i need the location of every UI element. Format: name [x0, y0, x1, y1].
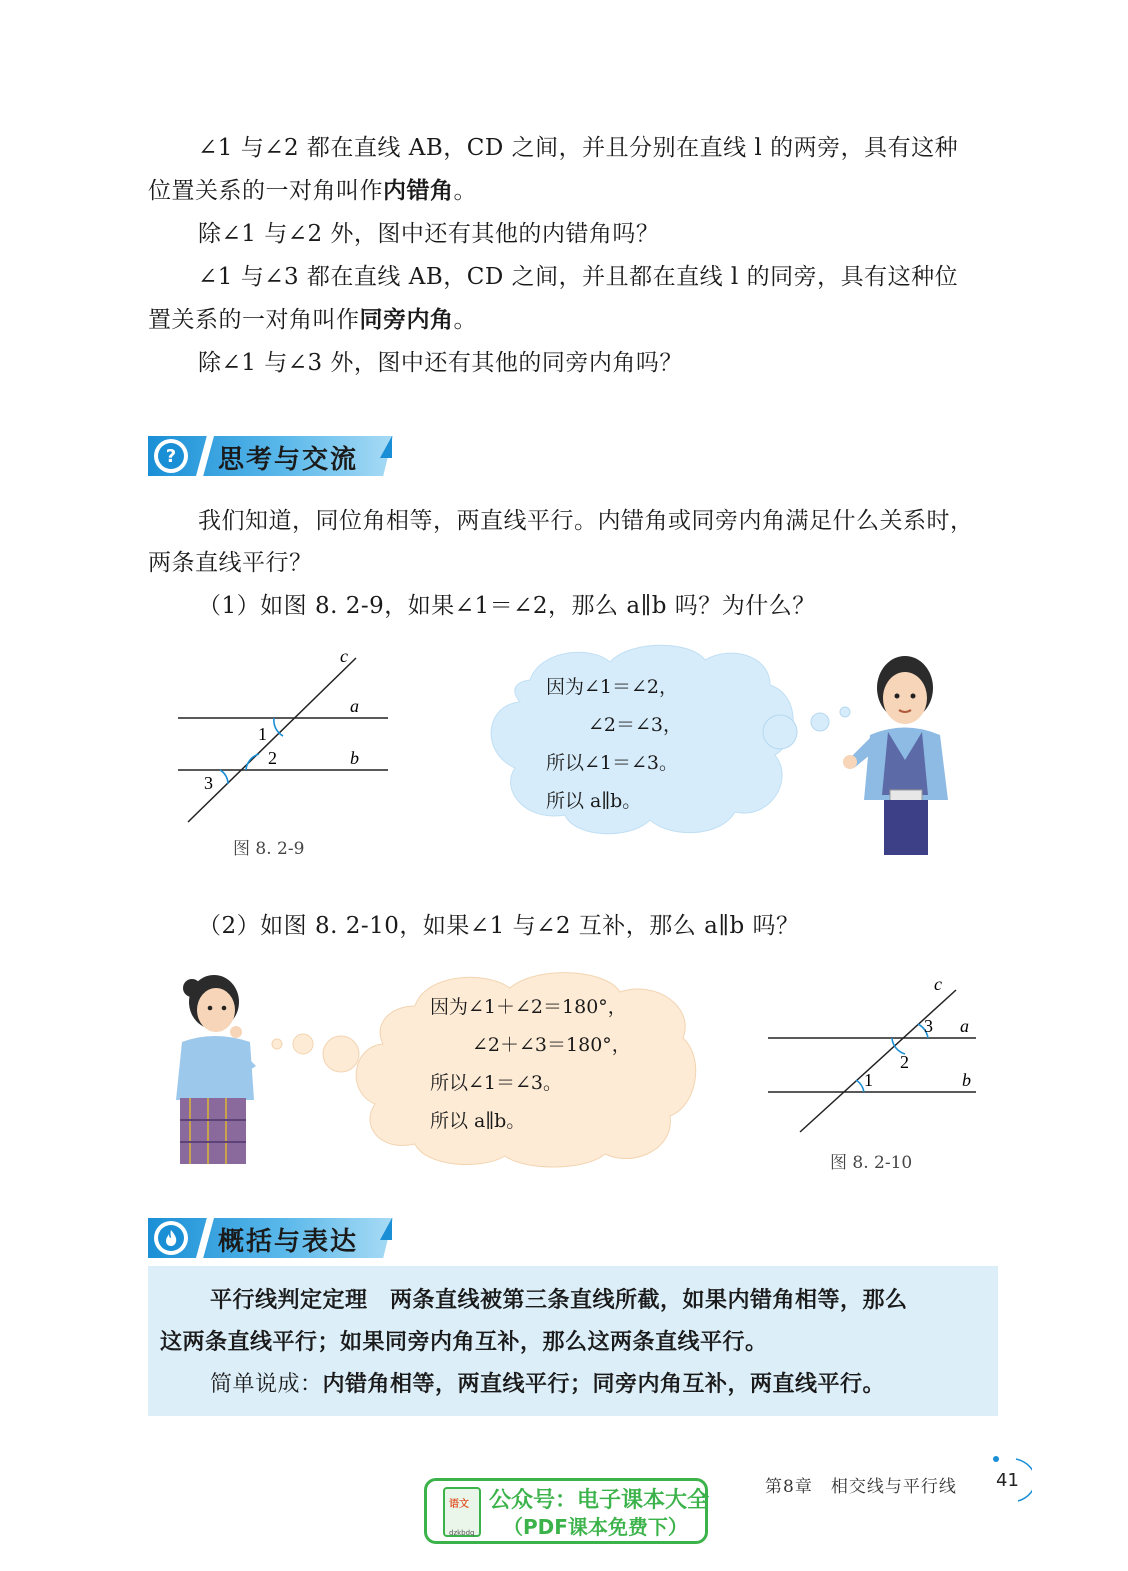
- term-alternate-interior: 内错角: [383, 178, 454, 204]
- label-3: 3: [924, 1016, 933, 1036]
- chapter-label: 第8章 相交线与平行线: [765, 1477, 957, 1497]
- book-icon: 语文: [443, 1487, 481, 1537]
- angle-1-arc: [274, 718, 283, 736]
- question-1: （1）如图 8. 2-9，如果∠1＝∠2，那么 a∥b 吗？为什么？: [198, 593, 816, 619]
- header-corner: [380, 1218, 392, 1240]
- hand: [843, 755, 857, 769]
- label-c: c: [934, 974, 942, 994]
- paragraph-1-line-1: ∠1 与∠2 都在直线 AB，CD 之间，并且分别在直线 l 的两旁，具有这种: [198, 135, 959, 161]
- boy-illustration: [840, 650, 970, 855]
- intro-line-1: 我们知道，同位角相等，两直线平行。内错角或同旁内角满足什么关系时，: [198, 508, 974, 534]
- paragraph-4: 除∠1 与∠3 外，图中还有其他的同旁内角吗？: [198, 350, 683, 376]
- short-text: 内错角相等，两直线平行；同旁内角互补，两直线平行。: [322, 1372, 886, 1397]
- section-header-summary: [148, 1218, 398, 1258]
- figure-caption-2: 图 8. 2-10: [830, 1153, 913, 1173]
- question-2: （2）如图 8. 2-10，如果∠1 与∠2 互补，那么 a∥b 吗？: [198, 913, 800, 939]
- label-2: 2: [900, 1052, 909, 1072]
- text: 。: [453, 307, 477, 333]
- face: [197, 988, 235, 1032]
- angle-1-arc: [856, 1080, 864, 1092]
- bubble-medium: [811, 713, 829, 731]
- cloud2-line-1: 因为∠1＋∠2＝180°，: [430, 996, 627, 1018]
- cloud1-line-3: 所以∠1＝∠3。: [546, 752, 679, 774]
- theorem-line-1: 平行线判定定理 两条直线被第三条直线所截，如果内错角相等，那么: [210, 1288, 908, 1313]
- watermark-line-1: 公众号：电子课本大全: [489, 1488, 710, 1513]
- figure-caption-1: 图 8. 2-9: [233, 839, 305, 859]
- flame-icon: [154, 1221, 188, 1255]
- bubble-medium: [293, 1034, 313, 1054]
- page-number: 41: [996, 1470, 1019, 1491]
- bubble-small: [272, 1039, 282, 1049]
- term-same-side-interior: 同旁内角: [359, 307, 454, 333]
- label-c: c: [340, 646, 348, 666]
- short-prefix: 简单说成：: [210, 1372, 323, 1397]
- theorem-short: [210, 1364, 885, 1406]
- page-number-arc: [988, 1455, 1032, 1505]
- cloud2-line-2: ∠2＋∠3＝180°，: [472, 1034, 631, 1056]
- header-corner: [380, 436, 392, 458]
- trousers: [884, 800, 928, 855]
- girl-illustration: [162, 970, 272, 1170]
- cloud1-line-4: 所以 a∥b。: [546, 790, 642, 812]
- section-header-think: [148, 436, 398, 476]
- angle-2-arc: [246, 754, 259, 770]
- section-title: 概括与表达: [218, 1227, 359, 1257]
- hair-bun: [183, 979, 201, 997]
- label-a: a: [960, 1016, 969, 1036]
- label-2: 2: [268, 748, 277, 768]
- question-icon: ?: [154, 439, 188, 473]
- watermark-badge: [424, 1478, 708, 1544]
- face: [883, 672, 927, 724]
- theorem-box: [148, 1266, 998, 1416]
- intro-line-2: 两条直线平行？: [148, 550, 313, 576]
- watermark-small: dzkbdq: [449, 1529, 475, 1537]
- paragraph-2: 除∠1 与∠2 外，图中还有其他的内错角吗？: [198, 221, 660, 247]
- text: 。: [453, 178, 477, 204]
- label-1: 1: [864, 1070, 873, 1090]
- paragraph-1-line-2: [148, 170, 477, 212]
- angle-3-arc: [220, 770, 228, 784]
- text: 置关系的一对角叫作: [148, 307, 360, 333]
- line-c: [800, 990, 956, 1132]
- cloud1-line-1: 因为∠1＝∠2，: [546, 676, 679, 698]
- paragraph-3-line-2: [148, 299, 477, 341]
- bubble-large: [323, 1036, 359, 1072]
- cloud1-line-2: ∠2＝∠3，: [588, 714, 683, 736]
- paragraph-3-line-1: ∠1 与∠3 都在直线 AB，CD 之间，并且都在直线 l 的同旁，具有这种位: [198, 264, 959, 290]
- bubble-large: [763, 715, 797, 749]
- cloud2-line-4: 所以 a∥b。: [430, 1110, 526, 1132]
- label-b: b: [350, 748, 359, 768]
- line-c: [188, 658, 356, 822]
- figure-8-2-10: [760, 968, 985, 1140]
- watermark-line-2: （PDF课本免费下）: [503, 1515, 688, 1539]
- hand: [230, 1026, 242, 1038]
- label-a: a: [350, 696, 359, 716]
- label-1: 1: [258, 724, 267, 744]
- label-b: b: [962, 1070, 971, 1090]
- cloud2-line-3: 所以∠1＝∠3。: [430, 1072, 563, 1094]
- label-3: 3: [204, 773, 213, 793]
- section-title: 思考与交流: [218, 445, 359, 475]
- figure-8-2-9: [170, 640, 390, 840]
- theorem-line-2: 这两条直线平行；如果同旁内角互补，那么这两条直线平行。: [160, 1330, 768, 1355]
- text: 位置关系的一对角叫作: [148, 178, 383, 204]
